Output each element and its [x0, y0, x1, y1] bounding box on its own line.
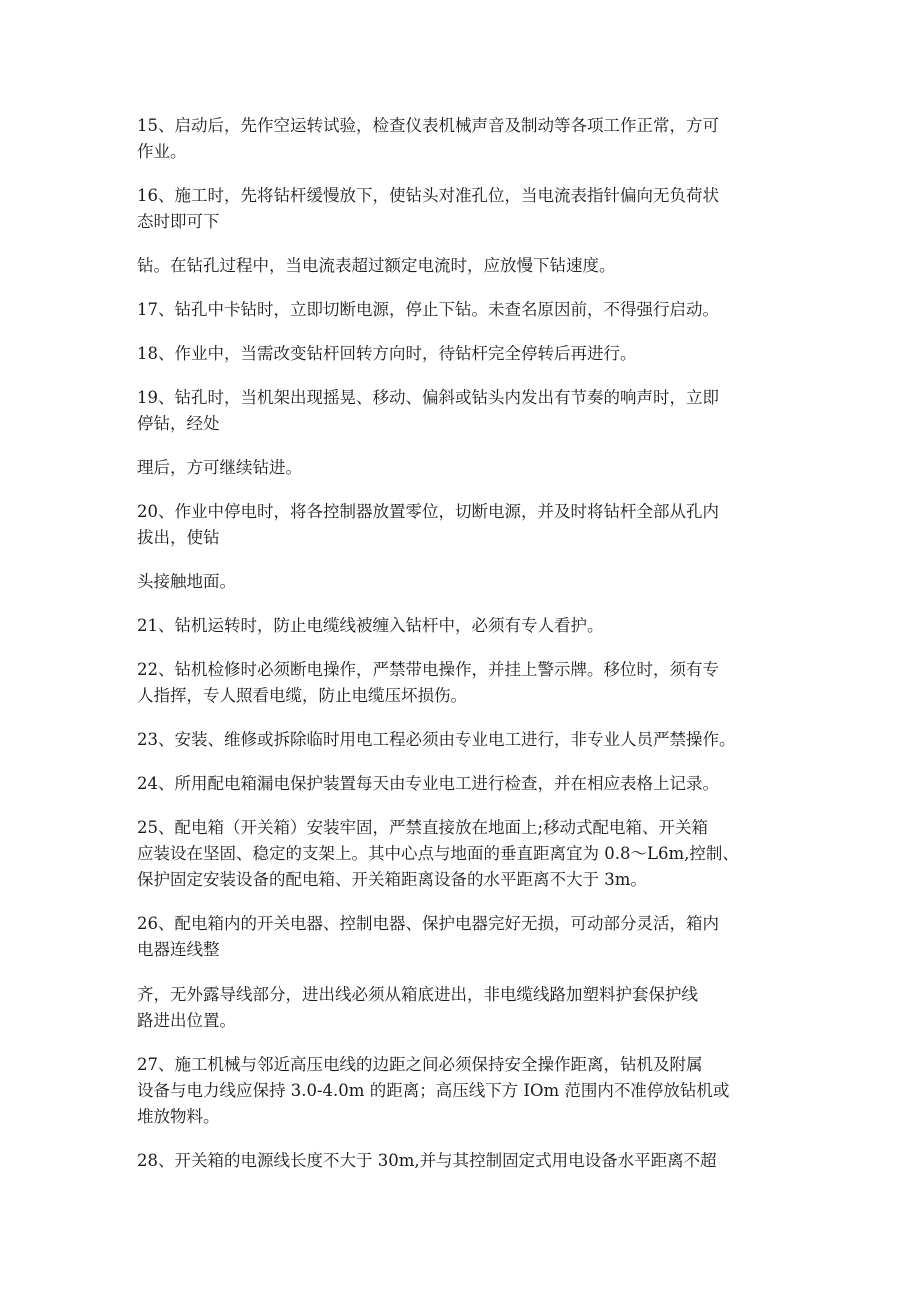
text-line: 20、作业中停电时，将各控制器放置零位，切断电源，并及时将钻杆全部从孔内: [137, 502, 719, 521]
paragraph-22: [137, 657, 797, 709]
text-line: 堆放物料。: [137, 1107, 220, 1126]
text-line: 21、钻机运转时，防止电缆线被缠入钻杆中，必须有专人看护。: [137, 616, 604, 635]
text-line: 22、钻机检修时必须断电操作，严禁带电操作，并挂上警示牌。移位时，须有专: [137, 660, 719, 679]
paragraph-24: [137, 771, 797, 797]
paragraph-26-continued: [137, 982, 797, 1034]
text-line: 26、配电箱内的开关电器、控制电器、保护电器完好无损，可动部分灵活，箱内: [137, 914, 719, 933]
paragraph-20: [137, 499, 797, 551]
text-line: 钻。在钻孔过程中，当电流表超过额定电流时，应放慢下钻速度。: [137, 256, 616, 275]
text-line: 15、启动后，先作空运转试验，检查仪表机械声音及制动等各项工作正常，方可: [137, 116, 719, 135]
text-line: 电器连线整: [137, 940, 220, 959]
paragraph-27: [137, 1052, 797, 1130]
text-line: 24、所用配电箱漏电保护装置每天由专业电工进行检查，并在相应表格上记录。: [137, 774, 719, 793]
text-line: 16、施工时，先将钻杆缓慢放下，使钻头对准孔位，当电流表指针偏向无负荷状: [137, 186, 719, 205]
paragraph-23: [137, 727, 797, 753]
paragraph-17: [137, 297, 797, 323]
paragraph-16-continued: [137, 253, 797, 279]
paragraph-25: [137, 815, 797, 893]
text-line: 态时即可下: [137, 212, 220, 231]
text-line: 28、开关箱的电源线长度不大于 30m,并与其控制固定式用电设备水平距离不超: [137, 1151, 717, 1170]
paragraph-19-continued: [137, 455, 797, 481]
text-line: 拔出，使钻: [137, 528, 220, 547]
text-line: 停钻，经处: [137, 414, 220, 433]
paragraph-26: [137, 911, 797, 963]
text-line: 23、安装、维修或拆除临时用电工程必须由专业电工进行，非专业人员严禁操作。: [137, 730, 736, 749]
text-line: 17、钻孔中卡钻时，立即切断电源，停止下钻。未查名原因前，不得强行启动。: [137, 300, 719, 319]
text-line: 保护固定安装设备的配电箱、开关箱距离设备的水平距离不大于 3m。: [137, 870, 647, 889]
paragraph-18: [137, 341, 797, 367]
text-line: 27、施工机械与邻近高压电线的边距之间必须保持安全操作距离，钻机及附属: [137, 1055, 703, 1074]
paragraph-21: [137, 613, 797, 639]
text-line: 应装设在坚固、稳定的支架上。其中心点与地面的垂直距离宜为 0.8～L6m,控制、: [137, 844, 739, 863]
paragraph-16: [137, 183, 797, 235]
paragraph-20-continued: [137, 569, 797, 595]
text-line: 作业。: [137, 142, 187, 161]
text-line: 头接触地面。: [137, 572, 236, 591]
text-line: 18、作业中，当需改变钻杆回转方向时，待钻杆完全停转后再进行。: [137, 344, 637, 363]
text-line: 理后，方可继续钻进。: [137, 458, 302, 477]
text-line: 齐，无外露导线部分，进出线必须从箱底进出，非电缆线路加塑料护套保护线: [137, 985, 698, 1004]
paragraph-15: [137, 113, 797, 165]
text-line: 25、配电箱（开关箱）安装牢固，严禁直接放在地面上;移动式配电箱、开关箱: [137, 818, 709, 837]
paragraph-19: [137, 385, 797, 437]
text-line: 人指挥，专人照看电缆，防止电缆压坏损伤。: [137, 686, 467, 705]
text-line: 路进出位置。: [137, 1011, 236, 1030]
paragraph-28: [137, 1148, 797, 1174]
text-line: 设备与电力线应保持 3.0-4.0m 的距离；高压线下方 IOm 范围内不准停放钻机或: [137, 1081, 730, 1100]
text-line: 19、钻孔时，当机架出现摇晃、移动、偏斜或钻头内发出有节奏的响声时，立即: [137, 388, 719, 407]
